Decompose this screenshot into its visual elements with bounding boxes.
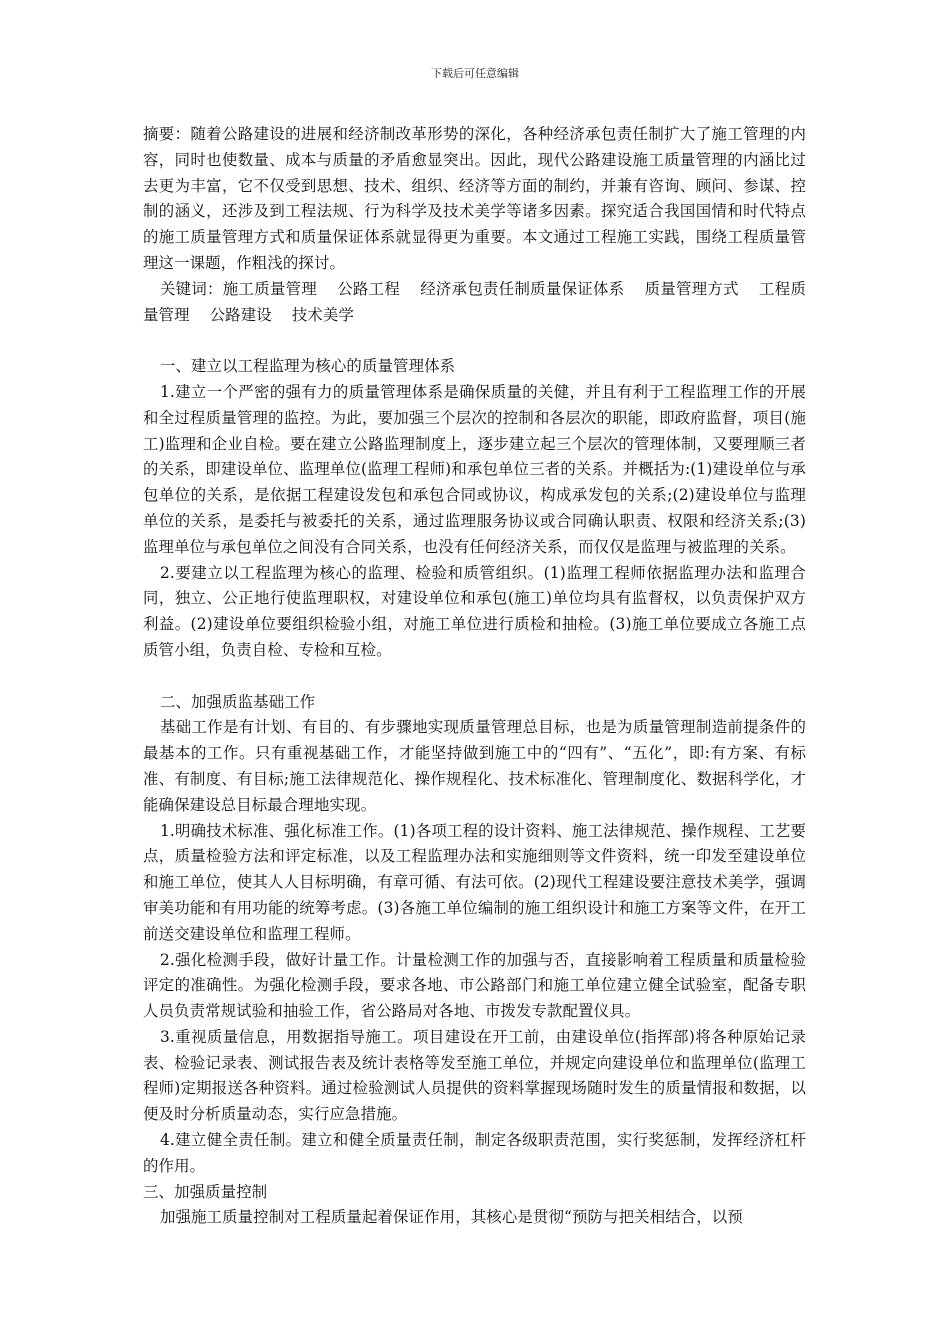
abstract-paragraph: 摘要：随着公路建设的进展和经济制改革形势的深化，各种经济承包责任制扩大了施工管理的内容，同时也使数量、成本与质量的矛盾愈显突出。因此，现代公路建设施工质量管理的内涵比过去更为丰富，它不仅受到思想、技术、组织、经济等方面的制约，并兼有咨询、顾问、参谋、控制的涵义，还涉及到工程法规、行为科学及技术美学等诸多因素。探究适合我国国情和时代特点的施工质量管理方式和质量保证体系就显得更为重要。本文通过工程施工实践，围绕工程质量管理这一课题，作粗浅的探讨。: [143, 125, 806, 272]
keyword-item: 经济承包责任制质量保证体系: [420, 279, 625, 298]
section-2-paragraph-1: 1.明确技术标准、强化标准工作。(1)各项工程的设计资料、施工法律规范、操作规程、工艺要点，质量检验方法和评定标准，以及工程监理办法和实施细则等文件资料，统一印发至建设单位和施工单位，使其人人目标明确，有章可循、有法可依。(2)现代工程建设要注意技术美学，强调审美功能和有用功能的统筹考虑。(3)各施工单位编制的施工组织设计和施工方案等文件，在开工前送交建设单位和监理工程师。: [143, 821, 806, 943]
section-1-paragraph-1: 1.建立一个严密的强有力的质量管理体系是确保质量的关健，并且有利于工程监理工作的开展和全过程质量管理的监控。为此，要加强三个层次的控制和各层次的职能，即政府监督，项目(施工)监理和企业自检。要在建立公路监理制度上，逐步建立起三个层次的管理体制，又要理顺三者的关系，即建设单位、监理单位(监理工程师)和承包单位三者的关系。并概括为:(1)建设单位与承包单位的关系，是依据工程建设发包和承包合同或协议，构成承发包的关系;(2)建设单位与监理单位的关系，是委托与被委托的关系，通过监理服务协议或合同确认职责、权限和经济关系;(3)监理单位与承包单位之间没有合同关系，也没有任何经济关系，而仅仅是监理与被监理的关系。: [143, 382, 806, 556]
section-2-paragraph-4: 4.建立健全责任制。建立和健全质量责任制，制定各级职责范围，实行奖惩制，发挥经济杠杆的作用。: [143, 1131, 806, 1175]
section-1-paragraph-2: 2.要建立以工程监理为核心的监理、检验和质管组织。(1)监理工程师依据监理办法和监理合同，独立、公正地行使监理职权，对建设单位和承包(施工)单位均具有监督权，以负责保护双方利益。(2)建设单位要组织检验小组，对施工单位进行质检和抽检。(3)施工单位要成立各施工点质管小组，负责自检、专检和互检。: [143, 563, 806, 659]
section-2-heading: 二、加强质监基础工作: [159, 692, 316, 711]
keywords-paragraph: [143, 277, 806, 329]
section-3-heading: 三、加强质量控制: [143, 1182, 268, 1201]
keywords-label: 关键词：: [159, 279, 223, 298]
keyword-item: 公路建设: [209, 305, 272, 324]
keyword-item: 施工质量管理: [222, 279, 318, 298]
keyword-item: 技术美学: [291, 305, 354, 324]
section-1-heading: 一、建立以工程监理为核心的质量管理体系: [159, 357, 456, 376]
section-2-intro: 基础工作是有计划、有目的、有步骤地实现质量管理总目标，也是为质量管理制造前提条件的最基本的工作。只有重视基础工作，才能坚持做到施工中的“四有”、“五化”，即:有方案、有标准、有制度、有目标;施工法律规范化、操作规程化、技术标准化、管理制度化、数据科学化，才能确保建设总目标最合理地实现。: [143, 718, 806, 814]
document-body: [143, 122, 806, 1231]
page-header-note: 下载后可任意编辑: [431, 67, 519, 80]
keyword-item: 质量管理方式: [644, 279, 739, 298]
section-2-paragraph-3: 3.重视质量信息，用数据指导施工。项目建设在开工前，由建设单位(指挥部)将各种原始记录表、检验记录表、测试报告表及统计表格等发至施工单位，并规定向建设单位和监理单位(监理工程师)定期报送各种资料。通过检验测试人员提供的资料掌握现场随时发生的质量情报和数据，以便及时分析质量动态，实行应急措施。: [143, 1027, 806, 1124]
section-2-paragraph-2: 2.强化检测手段，做好计量工作。计量检测工作的加强与否，直接影响着工程质量和质量检验评定的准确性。为强化检测手段，要求各地、市公路部门和施工单位建立健全试验室，配备专职人员负责常规试验和抽验工作，省公路局对各地、市拨发专款配置仪具。: [143, 950, 806, 1021]
section-3-paragraph-1: 加强施工质量控制对工程质量起着保证作用，其核心是贯彻“预防与把关相结合，以预: [159, 1208, 743, 1227]
keyword-item: 工程质量管理: [143, 279, 807, 324]
keyword-item: 公路工程: [337, 279, 401, 298]
